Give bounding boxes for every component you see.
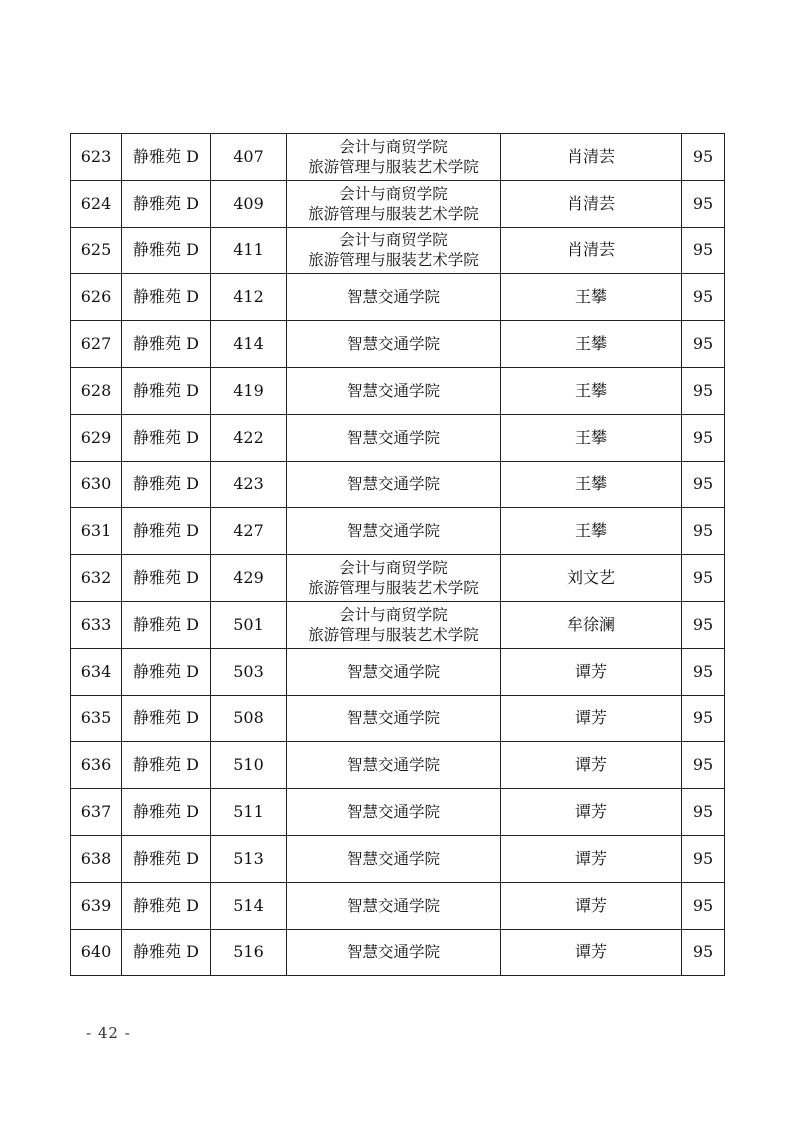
score-cell: 95 — [682, 321, 725, 368]
college-name: 智慧交通学院 — [346, 335, 440, 354]
score-cell: 95 — [682, 134, 725, 181]
college-cell — [287, 134, 501, 181]
college-name: 会计与商贸学院 — [339, 605, 448, 624]
row-number-cell: 626 — [71, 274, 122, 321]
building-cell: 静雅苑 D — [122, 742, 211, 789]
building-cell: 静雅苑 D — [122, 274, 211, 321]
college-cell — [287, 882, 501, 929]
room-number-cell: 419 — [211, 367, 287, 414]
table-row — [71, 274, 725, 321]
college-cell — [287, 835, 501, 882]
row-number-cell: 639 — [71, 882, 122, 929]
counselor-cell: 谭芳 — [501, 882, 682, 929]
row-number-cell: 636 — [71, 742, 122, 789]
table-row — [71, 648, 725, 695]
college-name: 智慧交通学院 — [346, 475, 440, 494]
table-row — [71, 321, 725, 368]
row-number-cell: 630 — [71, 461, 122, 508]
room-number-cell: 409 — [211, 180, 287, 227]
score-cell: 95 — [682, 180, 725, 227]
building-cell: 静雅苑 D — [122, 555, 211, 602]
room-number-cell: 411 — [211, 227, 287, 274]
room-number-cell: 407 — [211, 134, 287, 181]
college-cell — [287, 367, 501, 414]
table-row — [71, 461, 725, 508]
college-cell — [287, 695, 501, 742]
row-number-cell: 633 — [71, 601, 122, 648]
college-cell — [287, 227, 501, 274]
building-cell: 静雅苑 D — [122, 929, 211, 976]
room-number-cell: 414 — [211, 321, 287, 368]
table-row — [71, 742, 725, 789]
score-cell: 95 — [682, 461, 725, 508]
score-cell: 95 — [682, 929, 725, 976]
counselor-cell: 谭芳 — [501, 789, 682, 836]
college-cell — [287, 789, 501, 836]
room-number-cell: 423 — [211, 461, 287, 508]
room-number-cell: 429 — [211, 555, 287, 602]
counselor-cell: 王攀 — [501, 367, 682, 414]
row-number-cell: 631 — [71, 508, 122, 555]
college-cell — [287, 555, 501, 602]
counselor-cell: 刘文艺 — [501, 555, 682, 602]
room-number-cell: 510 — [211, 742, 287, 789]
counselor-cell: 谭芳 — [501, 835, 682, 882]
college-cell — [287, 742, 501, 789]
building-cell: 静雅苑 D — [122, 414, 211, 461]
row-number-cell: 629 — [71, 414, 122, 461]
row-number-cell: 638 — [71, 835, 122, 882]
college-cell — [287, 601, 501, 648]
room-number-cell: 508 — [211, 695, 287, 742]
counselor-cell: 肖清芸 — [501, 180, 682, 227]
row-number-cell: 624 — [71, 180, 122, 227]
college-cell — [287, 274, 501, 321]
score-cell: 95 — [682, 508, 725, 555]
building-cell: 静雅苑 D — [122, 695, 211, 742]
counselor-cell: 牟徐澜 — [501, 601, 682, 648]
college-name: 智慧交通学院 — [346, 803, 440, 822]
building-cell: 静雅苑 D — [122, 321, 211, 368]
table-row — [71, 134, 725, 181]
building-cell: 静雅苑 D — [122, 835, 211, 882]
row-number-cell: 632 — [71, 555, 122, 602]
table-row — [71, 414, 725, 461]
score-cell: 95 — [682, 274, 725, 321]
room-number-cell: 427 — [211, 508, 287, 555]
college-cell — [287, 648, 501, 695]
row-number-cell: 623 — [71, 134, 122, 181]
score-cell: 95 — [682, 835, 725, 882]
table-row — [71, 227, 725, 274]
table-row — [71, 929, 725, 976]
score-cell: 95 — [682, 742, 725, 789]
room-number-cell: 503 — [211, 648, 287, 695]
score-cell: 95 — [682, 227, 725, 274]
college-name: 智慧交通学院 — [346, 522, 440, 541]
room-number-cell: 501 — [211, 601, 287, 648]
row-number-cell: 635 — [71, 695, 122, 742]
college-cell — [287, 321, 501, 368]
score-cell: 95 — [682, 648, 725, 695]
table-row — [71, 835, 725, 882]
table-body — [71, 134, 725, 976]
college-name: 旅游管理与服装艺术学院 — [308, 625, 479, 644]
college-name: 会计与商贸学院 — [339, 231, 448, 250]
room-number-cell: 514 — [211, 882, 287, 929]
row-number-cell: 627 — [71, 321, 122, 368]
table-row — [71, 601, 725, 648]
counselor-cell: 肖清芸 — [501, 134, 682, 181]
counselor-cell: 谭芳 — [501, 648, 682, 695]
room-number-cell: 412 — [211, 274, 287, 321]
counselor-cell: 王攀 — [501, 414, 682, 461]
table-row — [71, 789, 725, 836]
score-cell: 95 — [682, 695, 725, 742]
college-name: 会计与商贸学院 — [339, 137, 448, 156]
table-row — [71, 695, 725, 742]
building-cell: 静雅苑 D — [122, 367, 211, 414]
college-name: 旅游管理与服装艺术学院 — [308, 579, 479, 598]
dormitory-score-table — [70, 133, 725, 976]
college-name: 旅游管理与服装艺术学院 — [308, 251, 479, 270]
counselor-cell: 王攀 — [501, 274, 682, 321]
counselor-cell: 王攀 — [501, 461, 682, 508]
college-name: 智慧交通学院 — [346, 849, 440, 868]
college-name: 智慧交通学院 — [346, 428, 440, 447]
building-cell: 静雅苑 D — [122, 134, 211, 181]
building-cell: 静雅苑 D — [122, 508, 211, 555]
college-cell — [287, 929, 501, 976]
college-cell — [287, 180, 501, 227]
page-number: - 42 - — [86, 1024, 131, 1042]
room-number-cell: 516 — [211, 929, 287, 976]
counselor-cell: 谭芳 — [501, 929, 682, 976]
college-name: 智慧交通学院 — [346, 662, 440, 681]
table-row — [71, 508, 725, 555]
score-cell: 95 — [682, 367, 725, 414]
college-name: 智慧交通学院 — [346, 288, 440, 307]
college-name: 会计与商贸学院 — [339, 559, 448, 578]
score-cell: 95 — [682, 555, 725, 602]
counselor-cell: 谭芳 — [501, 742, 682, 789]
room-number-cell: 422 — [211, 414, 287, 461]
row-number-cell: 634 — [71, 648, 122, 695]
counselor-cell: 肖清芸 — [501, 227, 682, 274]
row-number-cell: 637 — [71, 789, 122, 836]
row-number-cell: 640 — [71, 929, 122, 976]
score-cell: 95 — [682, 414, 725, 461]
table-row — [71, 882, 725, 929]
college-name: 智慧交通学院 — [346, 381, 440, 400]
score-cell: 95 — [682, 789, 725, 836]
room-number-cell: 513 — [211, 835, 287, 882]
building-cell: 静雅苑 D — [122, 227, 211, 274]
room-number-cell: 511 — [211, 789, 287, 836]
building-cell: 静雅苑 D — [122, 789, 211, 836]
table-row — [71, 367, 725, 414]
college-name: 旅游管理与服装艺术学院 — [308, 204, 479, 223]
college-name: 智慧交通学院 — [346, 896, 440, 915]
score-cell: 95 — [682, 882, 725, 929]
table-row — [71, 555, 725, 602]
building-cell: 静雅苑 D — [122, 601, 211, 648]
building-cell: 静雅苑 D — [122, 648, 211, 695]
college-name: 旅游管理与服装艺术学院 — [308, 157, 479, 176]
college-cell — [287, 461, 501, 508]
college-cell — [287, 508, 501, 555]
row-number-cell: 628 — [71, 367, 122, 414]
college-name: 会计与商贸学院 — [339, 184, 448, 203]
counselor-cell: 王攀 — [501, 508, 682, 555]
counselor-cell: 王攀 — [501, 321, 682, 368]
score-cell: 95 — [682, 601, 725, 648]
row-number-cell: 625 — [71, 227, 122, 274]
college-name: 智慧交通学院 — [346, 943, 440, 962]
college-cell — [287, 414, 501, 461]
building-cell: 静雅苑 D — [122, 882, 211, 929]
counselor-cell: 谭芳 — [501, 695, 682, 742]
college-name: 智慧交通学院 — [346, 709, 440, 728]
college-name: 智慧交通学院 — [346, 756, 440, 775]
table-row — [71, 180, 725, 227]
building-cell: 静雅苑 D — [122, 461, 211, 508]
building-cell: 静雅苑 D — [122, 180, 211, 227]
